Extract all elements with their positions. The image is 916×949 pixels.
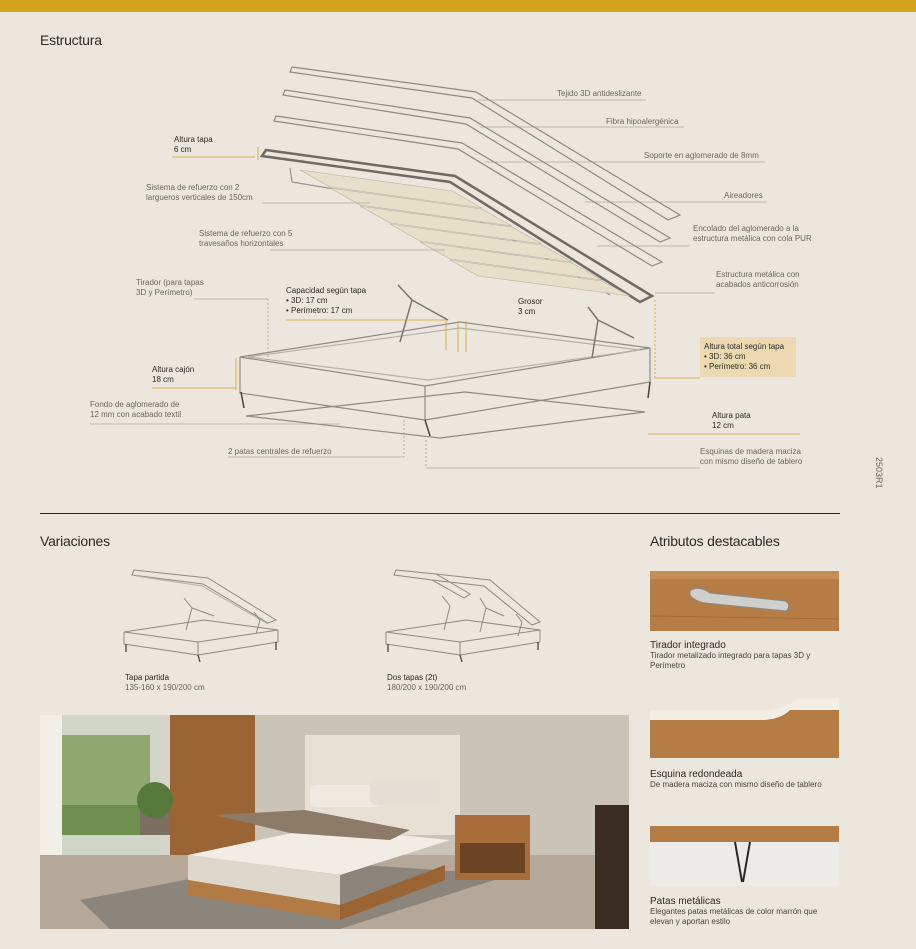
label-fibra: Fibra hipoalergénica <box>606 117 679 126</box>
box-top <box>240 322 650 386</box>
attribute-patas-desc: Elegantes patas metálicas de color marrón que elevan y aportan estilo <box>650 907 818 926</box>
label-tirador <box>136 278 204 298</box>
label-encolado-line1: Encolado del aglomerado a la <box>693 224 799 233</box>
label-refuerzo2-line1: Sistema de refuerzo con 2 <box>146 183 240 192</box>
label-esquinas-line2: con mismo diseño de tablero <box>700 457 803 466</box>
attribute-esquina-desc: De madera maciza con mismo diseño de tablero <box>650 780 822 789</box>
label-capacidad-title: Capacidad según tapa <box>286 286 367 295</box>
label-grosor-value: 3 cm <box>518 307 536 316</box>
section-divider <box>40 513 840 514</box>
attribute-esquina-title: Esquina redondeada <box>650 769 743 780</box>
label-refuerzo2-line2: largueros verticales de 150cm <box>146 193 253 202</box>
variation-dos-tapas-size: 180/200 x 190/200 cm <box>387 683 467 692</box>
label-altura-pata-title: Altura pata <box>712 411 751 420</box>
label-refuerzo-travesanos <box>199 229 292 249</box>
label-altura-cajon-title: Altura cajón <box>152 365 195 374</box>
label-soporte: Soporte en aglomerado de 8mm <box>644 151 759 160</box>
label-fondo-line1: Fondo de aglomerado de <box>90 400 180 409</box>
attribute-tirador <box>650 640 840 671</box>
attribute-tirador-desc: Tirador metalizado integrado para tapas 3D y Perímetro <box>650 651 811 670</box>
label-capacidad-3d: • 3D: 17 cm <box>286 296 366 306</box>
variation-dos-tapas-drawing <box>380 560 550 665</box>
label-tirador-line1: Tirador (para tapas <box>136 278 204 287</box>
label-encolado-line2: estructura metálica con cola PUR <box>693 234 812 243</box>
label-tirador-line2: 3D y Perímetro) <box>136 288 193 297</box>
label-estructura-line2: acabados anticorrosión <box>716 280 799 289</box>
label-grosor-title: Grosor <box>518 297 543 306</box>
label-estructura-line1: Estructura metálica con <box>716 270 800 279</box>
attribute-tirador-image <box>650 571 839 631</box>
attribute-patas-image <box>650 826 839 886</box>
box-bottom <box>246 392 645 438</box>
reference-code: 2503R1 <box>874 457 884 489</box>
label-encolado <box>693 224 812 244</box>
variation-tapa-partida-size: 135-160 x 190/200 cm <box>125 683 205 692</box>
label-altura-total-perimetro: • Perímetro: 36 cm <box>704 362 784 372</box>
attribute-esquina <box>650 769 840 790</box>
label-capacidad-perimetro: • Perímetro: 17 cm <box>286 306 366 316</box>
label-altura-tapa-title: Altura tapa <box>174 135 213 144</box>
bedroom-photo <box>40 715 629 929</box>
variation-tapa-partida-drawing <box>118 560 288 665</box>
label-aireadores: Aireadores <box>724 191 763 200</box>
label-refuerzo5-line1: Sistema de refuerzo con 5 <box>199 229 293 238</box>
section-title-atributos: Atributos destacables <box>650 533 780 549</box>
label-capacidad <box>286 286 366 316</box>
label-altura-tapa <box>174 135 213 155</box>
section-title-estructura: Estructura <box>40 32 102 48</box>
label-fondo-line2: 12 mm con acabado textil <box>90 410 182 419</box>
label-altura-pata <box>712 411 751 431</box>
label-fondo <box>90 400 181 420</box>
label-altura-cajon <box>152 365 194 385</box>
variation-tapa-partida-name: Tapa partida <box>125 673 170 682</box>
label-esquinas-line1: Esquinas de madera maciza <box>700 447 801 456</box>
variation-dos-tapas-name: Dos tapas (2t) <box>387 673 438 682</box>
label-altura-pata-value: 12 cm <box>712 421 734 430</box>
variation-dos-tapas <box>387 673 466 693</box>
label-altura-total-title: Altura total según tapa <box>704 342 785 351</box>
label-esquinas <box>700 447 802 467</box>
label-patas-centrales: 2 patas centrales de refuerzo <box>228 447 332 456</box>
box-front <box>240 357 425 420</box>
label-altura-total <box>704 342 784 372</box>
section-title-variaciones: Variaciones <box>40 533 110 549</box>
label-refuerzo-largueros <box>146 183 253 203</box>
label-altura-cajon-value: 18 cm <box>152 375 174 384</box>
attribute-tirador-title: Tirador integrado <box>650 640 726 651</box>
attribute-esquina-image <box>650 698 839 758</box>
variation-tapa-partida <box>125 673 205 693</box>
label-tejido: Tejido 3D antideslizante <box>557 89 642 98</box>
label-altura-total-3d: • 3D: 36 cm <box>704 352 784 362</box>
attribute-patas <box>650 896 840 927</box>
label-grosor <box>518 297 542 317</box>
label-refuerzo5-line2: travesaños horizontales <box>199 239 284 248</box>
label-altura-tapa-value: 6 cm <box>174 145 192 154</box>
label-estructura-metalica <box>716 270 800 290</box>
attribute-patas-title: Patas metálicas <box>650 896 721 907</box>
